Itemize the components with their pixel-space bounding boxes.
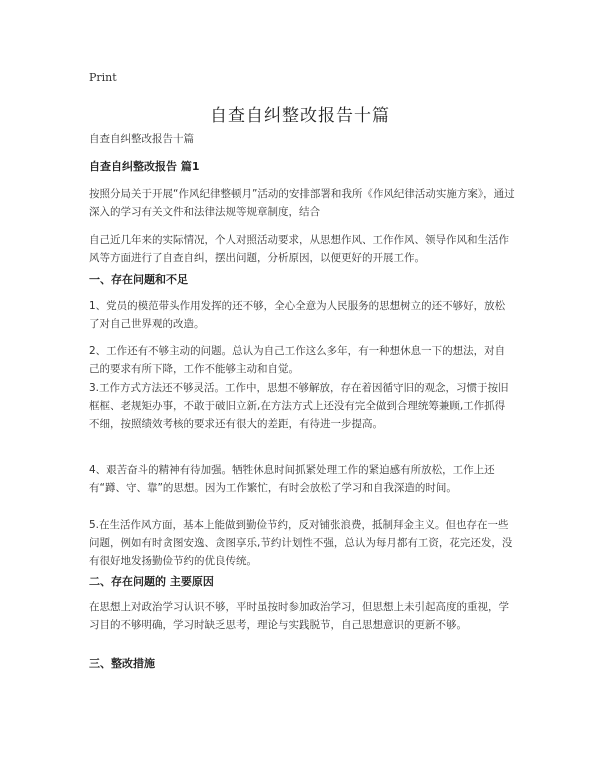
list-item-4: 4、艰苦奋斗的精神有待加强。牺牲休息时间抓紧处理工作的紧迫感有所放松，工作上还有“蹲、守、靠”的思想。因为工作繁忙，有时会放松了学习和自我深造的时间。 <box>89 464 495 494</box>
list-item-2: 2、工作还有不够主动的问题。总认为自己工作这么多年，有一种想休息一下的想法，对自己的要求有所下降，工作不能够主动和自觉。 <box>89 345 506 375</box>
intro-paragraph-2: 自己近几年来的实际情况，个人对照活动要求，从思想作风、工作作风、领导作风和生活作风等方面进行了自查自纠，摆出问题，分析原因，以便更好的开展工作。 <box>89 234 509 264</box>
part2-paragraph: 在思想上对政治学习认识不够，平时虽按时参加政治学习，但思想上未引起高度的重视，学习目的不够明确，学习时缺乏思考，理论与实践脱节，自己思想意识的更新不够。 <box>89 601 509 631</box>
list-item-5: 5.在生活作风方面，基本上能做到勤俭节约，反对铺张浪费，抵制拜金主义。但也存在一些问题，例如有时贪图安逸、贪图享乐,节约计划性不强，总认为每月都有工资，花完还发，没有很好地发扬勤俭节约的优良传统。 <box>89 519 513 567</box>
page-title: 自查自纠整改报告十篇 <box>210 106 390 126</box>
list-item-3: 3.工作方式方法还不够灵活。工作中，思想不够解放，存在着因循守旧的观念，习惯于按旧框框、老规矩办事，不敢于破旧立新,在方法方式上还没有完全做到合理统筹兼顾,工作抓得不细，按照绩效考核的要求还有很大的差距，有待进一步提高。 <box>89 382 509 430</box>
part1-heading: 一、存在问题和不足 <box>89 273 188 286</box>
list-item-1: 1、党员的模范带头作用发挥的还不够，全心全意为人民服务的思想树立的还不够好，放松了对自己世界观的改造。 <box>89 300 506 330</box>
document-subtitle: 自查自纠整改报告十篇 <box>89 133 194 145</box>
print-link[interactable]: Print <box>89 71 117 84</box>
intro-paragraph-1: 按照分局关于开展“作风纪律整顿月”活动的安排部署和我所《作风纪律活动实施方案》，通过深入的学习有关文件和法律法规等规章制度，结合 <box>89 188 515 218</box>
part3-heading: 三、整改措施 <box>89 657 155 670</box>
part2-heading: 二、存在问题的 主要原因 <box>89 575 214 588</box>
section-heading: 自查自纠整改报告 篇1 <box>89 160 200 173</box>
